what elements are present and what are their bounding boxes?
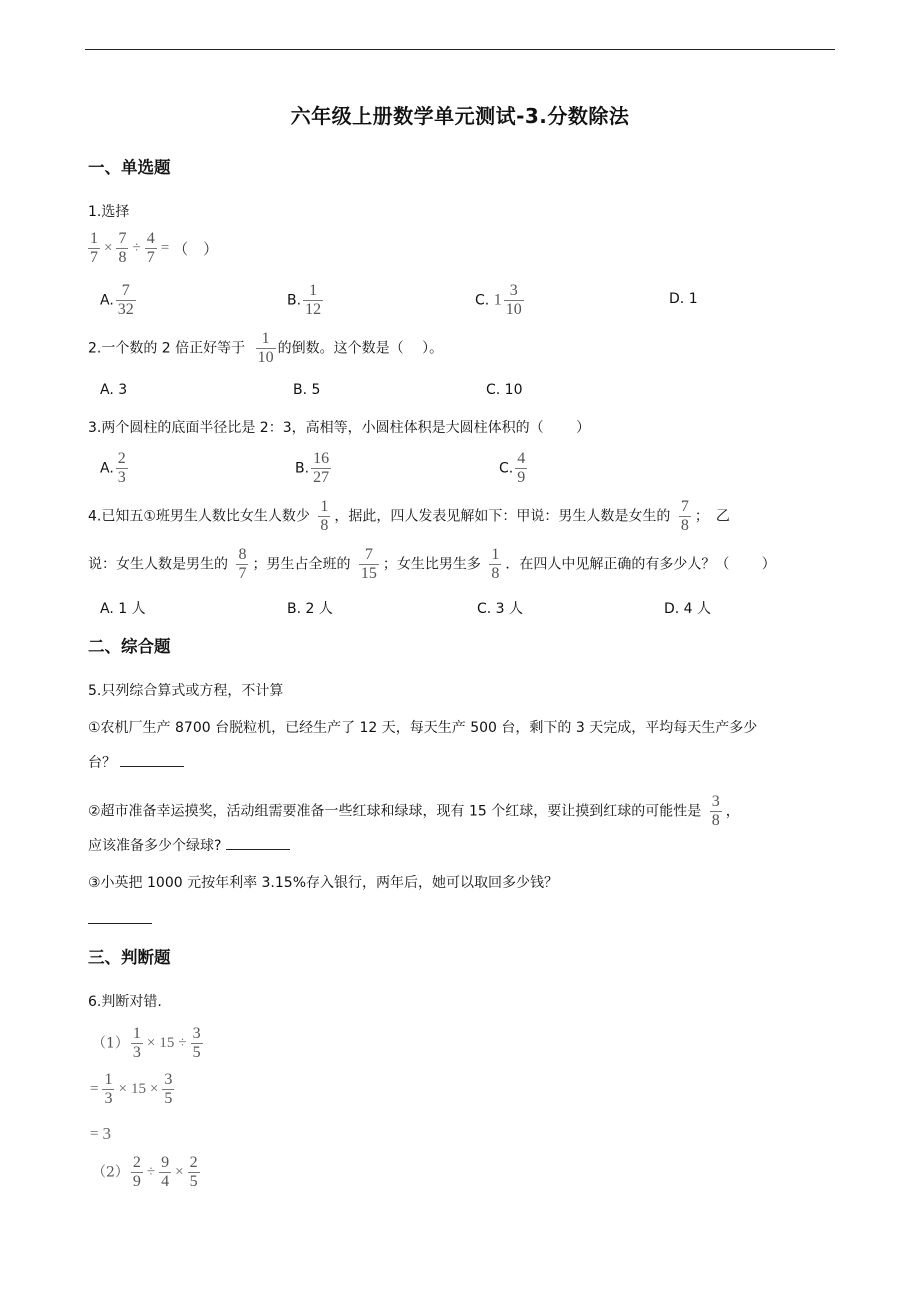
q4-option-a[interactable]: A. 1 人 (100, 601, 146, 617)
answer-blank[interactable] (88, 912, 152, 924)
q6-item-1-line-2: = $\frac{1}{3}$ × 15 × $\frac{3}{5}$ (90, 1071, 173, 1107)
q5-part-1-line-2: 台？ (88, 752, 184, 772)
question-3-text: 3.两个圆柱的底面半径比是 2：3，高相等，小圆柱体积是大圆柱体积的（ ） (88, 420, 591, 436)
q3-option-a[interactable]: A. $\frac{2}{3}$ (100, 450, 126, 486)
section-heading-true-false: 三、判断题 (88, 948, 171, 967)
section-heading-comprehensive: 二、综合题 (88, 637, 171, 656)
q1-option-b[interactable]: B. $\frac{1}{12}$ (287, 282, 322, 318)
q5-part-3-answer (88, 912, 152, 928)
q5-part-3-line-1: ③小英把 1000 元按年利率 3.15%存入银行，两年后，她可以取回多少钱？ (88, 875, 559, 891)
q1-option-a[interactable]: A. $\frac{7}{32}$ (100, 282, 134, 318)
fraction: $\frac{4}{7}$ (146, 230, 155, 266)
header-rule (85, 49, 835, 50)
q6-item-1-line-1: （1） $\frac{1}{3}$ × 15 ÷ $\frac{3}{5}$ (92, 1025, 201, 1061)
question-4-line-2: 说：女生人数是男生的 $\frac{8}{7}$ ；男生占全班的 $\frac{7}{15}$ ；女生比男生多 $\frac{1}{8}$ ．在四人中见解正确的有多少人？（ ） (88, 546, 776, 582)
q4-option-c[interactable]: C. 3 人 (477, 601, 524, 617)
q6-item-2-line-1: （2） $\frac{2}{9}$ ÷ $\frac{9}{4}$ × $\frac{2}{5}$ (92, 1154, 198, 1190)
question-4-line-1: 4.已知五①班男生人数比女生人数少 $\frac{1}{8}$ ，据此，四人发表见解如下：甲说：男生人数是女生的 $\frac{7}{8}$ ； 乙 (88, 498, 730, 534)
q2-option-a[interactable]: A. 3 (100, 382, 128, 398)
question-1-label: 1.选择 (88, 204, 130, 220)
q5-part-2-line-2: 应该准备多少个绿球? (88, 835, 290, 855)
fraction: $\frac{1}{7}$ (90, 230, 98, 266)
q6-item-1-line-3: = 3 (90, 1124, 111, 1143)
q1-option-c[interactable]: C. 1 $\frac{3}{10}$ (475, 282, 522, 318)
question-2-text: 2.一个数的 2 倍正好等于 $\frac{1}{10}$ 的倒数。这个数是（ ）。 (88, 330, 444, 366)
q2-option-c[interactable]: C. 10 (486, 382, 523, 398)
q5-part-1-line-1: ①农机厂生产 8700 台脱粒机，已经生产了 12 天，每天生产 500 台，剩下的 3 天完成，平均每天生产多少 (88, 720, 758, 736)
question-5-label: 5.只列综合算式或方程，不计算 (88, 683, 284, 699)
question-1-expression: $\frac{1}{7}$ × $\frac{7}{8}$ ÷ $\frac{4}{7}$ = （ ） (90, 230, 219, 266)
answer-blank[interactable] (120, 755, 184, 767)
section-heading-single-choice: 一、单选题 (88, 158, 171, 177)
q3-option-c[interactable]: C. $\frac{4}{9}$ (499, 450, 526, 486)
q5-part-2-line-1: ②超市准备幸运摸奖，活动组需要准备一些红球和绿球，现有 15 个红球，要让摸到红球的可能性是 $\frac{3}{8}$ ， (88, 793, 740, 829)
q1-option-d[interactable]: D. 1 (669, 291, 698, 307)
q2-option-b[interactable]: B. 5 (293, 382, 321, 398)
q3-option-b[interactable]: B. $\frac{16}{27}$ (295, 450, 330, 486)
question-6-label: 6.判断对错. (88, 994, 162, 1010)
fraction: $\frac{7}{8}$ (118, 230, 127, 266)
q4-option-d[interactable]: D. 4 人 (664, 601, 712, 617)
page-title: 六年级上册数学单元测试-3.分数除法 (290, 104, 630, 128)
q4-option-b[interactable]: B. 2 人 (287, 601, 333, 617)
answer-blank[interactable] (226, 838, 290, 850)
